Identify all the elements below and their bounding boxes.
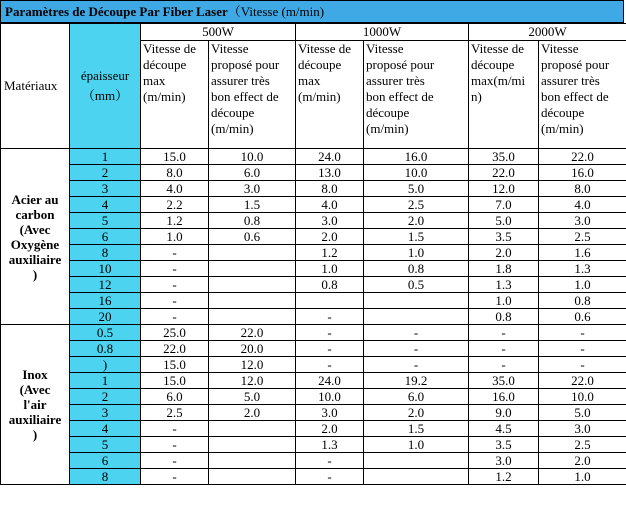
cell-max-2000w: 7.0 [469,197,539,213]
header-line: proposé pour [366,57,435,72]
header-line: (m/min) [298,89,341,104]
cell-max-1000w: 0.8 [296,277,364,293]
header-line: (m/min) [211,121,254,136]
cell-proposed-1000w [364,469,469,485]
cell-proposed-2000w: 1.0 [539,469,626,485]
cell-max-1000w: 2.0 [296,421,364,437]
cell-max-2000w: - [469,357,539,373]
cell-max-2000w: 1.8 [469,261,539,277]
table-row [1,245,626,261]
cell-max-1000w: - [296,309,364,325]
cell-max-1000w: 3.0 [296,213,364,229]
cell-max-1000w: 24.0 [296,373,364,389]
cell-proposed-2000w: 4.0 [539,197,626,213]
cell-proposed-500w: 22.0 [209,325,296,341]
table-row [1,341,626,357]
cell-max-500w: - [141,469,209,485]
cell-max-500w: - [141,293,209,309]
header-line: max [298,73,321,88]
cell-max-500w: 4.0 [141,181,209,197]
cell-thickness: 12 [70,277,141,293]
cell-max-1000w: 1.2 [296,245,364,261]
cell-proposed-500w: 0.8 [209,213,296,229]
cell-proposed-1000w [364,453,469,469]
header-line: découpe [143,57,187,72]
header-line: Vitesse de [471,41,525,56]
col-max-500w [141,41,209,149]
cell-max-2000w: 12.0 [469,181,539,197]
cell-proposed-500w: 0.6 [209,229,296,245]
cell-proposed-500w: 12.0 [209,357,296,373]
cell-max-1000w: 24.0 [296,149,364,165]
cell-max-1000w: 8.0 [296,181,364,197]
col-proposed-1000w [364,41,469,149]
cell-proposed-1000w: 1.0 [364,245,469,261]
cell-proposed-1000w: - [364,357,469,373]
materials-header: Matériaux [1,24,70,149]
cell-proposed-1000w: 1.5 [364,229,469,245]
material-line: (Avec [19,221,51,237]
cell-max-2000w: 9.0 [469,405,539,421]
cell-proposed-1000w: - [364,341,469,357]
cell-max-500w: 6.0 [141,389,209,405]
table-body [1,24,626,485]
cell-thickness: 0.8 [70,341,141,357]
cell-proposed-1000w: 0.5 [364,277,469,293]
cell-max-2000w: 1.2 [469,469,539,485]
cell-proposed-2000w: 0.6 [539,309,626,325]
material-line: l'air [23,397,47,412]
cell-max-500w: - [141,277,209,293]
header-line: Vitesse [211,41,249,56]
header-line: bon effect de [541,89,609,104]
cell-proposed-2000w: 1.6 [539,245,626,261]
cell-proposed-500w: 6.0 [209,165,296,181]
col-proposed-500w [209,41,296,149]
cell-proposed-2000w: - [539,341,626,357]
table-row [1,213,626,229]
col-proposed-2000w [539,41,626,149]
cell-proposed-1000w [364,293,469,309]
header-line: Vitesse [541,41,579,56]
header-line: bon effect de [366,89,434,104]
cell-thickness: 16 [70,293,141,309]
material-line: (Avec [19,382,51,397]
cell-proposed-500w: 5.0 [209,389,296,405]
cell-max-1000w: - [296,325,364,341]
cell-proposed-2000w: 22.0 [539,373,626,389]
table-row [1,261,626,277]
cell-proposed-500w [209,421,296,437]
cell-proposed-500w: 2.0 [209,405,296,421]
table-row [1,389,626,405]
cell-proposed-500w [209,309,296,325]
cell-proposed-500w: 3.0 [209,181,296,197]
cell-max-500w: 2.5 [141,405,209,421]
cell-proposed-2000w: 22.0 [539,149,626,165]
cell-proposed-2000w: 1.0 [539,277,626,293]
table-row [1,277,626,293]
cell-thickness: 2 [70,389,141,405]
header-line: découpe [211,105,255,120]
cell-proposed-500w: 1.5 [209,197,296,213]
cell-proposed-500w [209,453,296,469]
cell-max-500w: - [141,309,209,325]
col-max-1000w [296,41,364,149]
cell-thickness: 1 [70,149,141,165]
cell-proposed-2000w: 2.0 [539,453,626,469]
cell-thickness: 5 [70,213,141,229]
table-row [1,293,626,309]
cell-proposed-1000w: 0.8 [364,261,469,277]
cell-thickness: 4 [70,421,141,437]
title-rest: （Vitesse (m/min) [227,4,325,19]
cell-max-500w: - [141,261,209,277]
cell-max-500w: 25.0 [141,325,209,341]
material-line: Inox [22,367,48,382]
header-line: max(m/mi [471,73,526,88]
cell-proposed-1000w: 6.0 [364,389,469,405]
cell-proposed-2000w: 1.3 [539,261,626,277]
header-line: découpe [366,105,410,120]
cell-thickness: 4 [70,197,141,213]
cell-max-500w: - [141,437,209,453]
cell-proposed-500w: 20.0 [209,341,296,357]
cell-proposed-2000w: 0.8 [539,293,626,309]
cell-proposed-1000w: 1.5 [364,421,469,437]
table-row [1,181,626,197]
cell-proposed-2000w: 8.0 [539,181,626,197]
cell-max-1000w: 3.0 [296,405,364,421]
cell-proposed-1000w: 2.0 [364,405,469,421]
cell-proposed-2000w: 10.0 [539,389,626,405]
cell-max-1000w: 1.0 [296,261,364,277]
parameters-table [0,23,626,485]
header-row-groups [1,24,626,41]
cell-max-2000w: 3.5 [469,229,539,245]
cell-max-500w: 15.0 [141,373,209,389]
group-500w: 500W [141,24,296,41]
col-max-2000w [469,41,539,149]
table-row [1,469,626,485]
header-line: Vitesse [366,41,404,56]
cell-max-500w: 1.0 [141,229,209,245]
header-line: découpe [541,105,585,120]
cell-max-1000w: 2.0 [296,229,364,245]
cell-proposed-1000w: 2.5 [364,197,469,213]
table-row [1,373,626,389]
cell-proposed-2000w: 2.5 [539,229,626,245]
cell-proposed-500w [209,261,296,277]
cell-thickness: 8 [70,245,141,261]
table-row [1,357,626,373]
cell-proposed-1000w: 10.0 [364,165,469,181]
thickness-header-line2: （mm） [81,88,129,103]
cell-thickness: 20 [70,309,141,325]
cell-max-500w: - [141,245,209,261]
cell-thickness: 5 [70,437,141,453]
header-line: (m/min) [366,121,409,136]
thickness-header-line1: épaisseur [80,68,130,83]
header-line: Vitesse de [143,41,197,56]
cell-max-1000w: - [296,469,364,485]
cell-max-1000w: 4.0 [296,197,364,213]
table-row [1,325,626,341]
cell-thickness: 1 [70,373,141,389]
cell-thickness: ) [70,357,141,373]
cell-proposed-1000w [364,309,469,325]
table-title [0,0,624,23]
cell-max-1000w: 13.0 [296,165,364,181]
material-line: carbon [15,206,55,222]
material-line: Acier au [11,191,59,207]
header-line: assurer très [366,73,425,88]
cell-thickness: 3 [70,181,141,197]
cell-proposed-2000w: - [539,325,626,341]
cell-max-1000w: - [296,357,364,373]
material-cell [1,149,70,325]
header-line: découpe [471,57,515,72]
header-line: n) [471,89,482,104]
cell-thickness: 10 [70,261,141,277]
cell-max-2000w: 3.0 [469,453,539,469]
header-line: découpe [298,57,342,72]
material-line: Oxygène [10,236,60,252]
cell-max-2000w: 5.0 [469,213,539,229]
header-line: proposé pour [541,57,610,72]
header-line: bon effect de [211,89,279,104]
cell-proposed-1000w: 2.0 [364,213,469,229]
thickness-header [70,24,141,149]
group-1000w: 1000W [296,24,469,41]
header-line: assurer très [541,73,600,88]
cell-max-2000w: 22.0 [469,165,539,181]
cell-thickness: 2 [70,165,141,181]
cell-max-500w: 1.2 [141,213,209,229]
cell-thickness: 3 [70,405,141,421]
cell-thickness: 6 [70,453,141,469]
material-line: ) [32,427,38,442]
header-line: proposé pour [211,57,280,72]
cell-max-1000w: 1.3 [296,437,364,453]
cell-thickness: 6 [70,229,141,245]
table-row [1,149,626,165]
cell-proposed-500w: 12.0 [209,373,296,389]
cell-max-500w: 8.0 [141,165,209,181]
cell-max-2000w: 35.0 [469,149,539,165]
cell-max-500w: - [141,453,209,469]
cell-max-2000w: 4.5 [469,421,539,437]
table-row [1,309,626,325]
cell-max-2000w: - [469,325,539,341]
header-line: (m/min) [143,89,186,104]
cell-proposed-500w: 10.0 [209,149,296,165]
cell-max-2000w: 1.3 [469,277,539,293]
cell-max-500w: 15.0 [141,357,209,373]
cell-thickness: 0.5 [70,325,141,341]
cell-max-2000w: 35.0 [469,373,539,389]
cell-proposed-500w [209,437,296,453]
cell-max-2000w: 0.8 [469,309,539,325]
material-cell [1,325,70,485]
material-line: auxiliaire [8,412,62,427]
table-row [1,197,626,213]
cell-proposed-1000w: 16.0 [364,149,469,165]
cell-max-2000w: 1.0 [469,293,539,309]
cell-proposed-500w [209,293,296,309]
material-line: auxiliaire [8,251,62,267]
cell-proposed-500w [209,245,296,261]
table-row [1,165,626,181]
cell-proposed-1000w: - [364,325,469,341]
cell-proposed-1000w: 5.0 [364,181,469,197]
cell-max-1000w: 10.0 [296,389,364,405]
cell-max-500w: 2.2 [141,197,209,213]
cell-max-1000w: - [296,341,364,357]
cell-max-500w: 22.0 [141,341,209,357]
cell-proposed-1000w: 19.2 [364,373,469,389]
header-line: assurer très [211,73,270,88]
cell-max-2000w: - [469,341,539,357]
header-line: Vitesse de [298,41,352,56]
header-line: (m/min) [541,121,584,136]
cell-max-1000w: - [296,453,364,469]
cell-proposed-1000w: 1.0 [364,437,469,453]
cell-proposed-2000w: 5.0 [539,405,626,421]
cell-thickness: 8 [70,469,141,485]
cell-max-1000w [296,293,364,309]
cell-proposed-500w [209,277,296,293]
cell-max-2000w: 16.0 [469,389,539,405]
table-row [1,421,626,437]
cell-proposed-2000w: 2.5 [539,437,626,453]
cell-proposed-2000w: 3.0 [539,213,626,229]
cell-max-2000w: 3.5 [469,437,539,453]
table-row [1,437,626,453]
cell-proposed-2000w: 16.0 [539,165,626,181]
header-line: max [143,73,166,88]
cell-max-2000w: 2.0 [469,245,539,261]
cell-proposed-500w [209,469,296,485]
table-row [1,453,626,469]
material-line: ) [32,266,38,282]
table-row [1,229,626,245]
group-2000w: 2000W [469,24,626,41]
title-bold: Paramètres de Découpe Par Fiber Laser [5,4,228,19]
table-row [1,405,626,421]
cell-max-500w: - [141,421,209,437]
cell-proposed-2000w: - [539,357,626,373]
cell-max-500w: 15.0 [141,149,209,165]
cell-proposed-2000w: 3.0 [539,421,626,437]
